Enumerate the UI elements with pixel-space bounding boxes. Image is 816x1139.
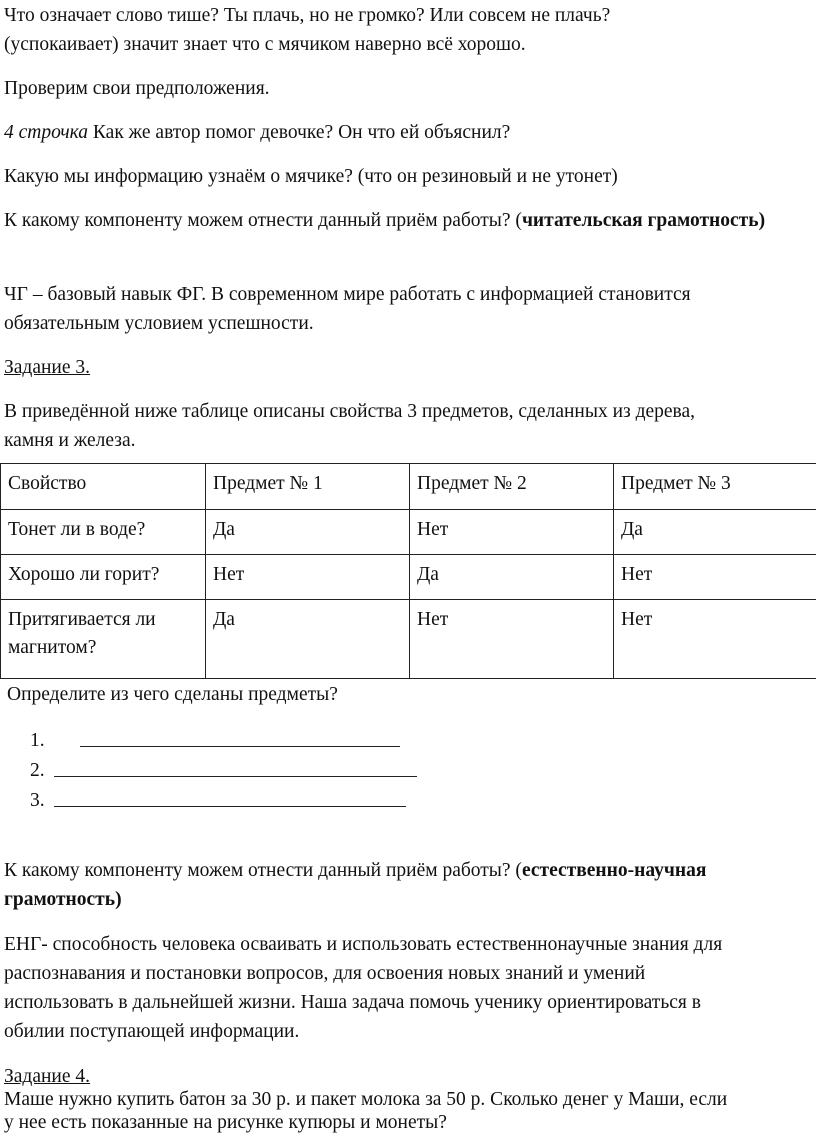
task-3-question: Определите из чего сделаны предметы? (7, 684, 338, 705)
intro-line-2: (успокаивает) значит знает что с мячиком наверно всё хорошо. (4, 34, 526, 55)
line-4-text: Как же автор помог девочке? Он что ей объяснил? (88, 122, 511, 143)
table-cell: Нет (410, 510, 614, 555)
answer-number: 1. (30, 730, 45, 751)
answer-line-3[interactable] (54, 806, 406, 807)
line-4-label: 4 строчка (4, 122, 89, 143)
component-question-2 (4, 856, 812, 885)
table-header-cell: Предмет № 3 (614, 464, 816, 510)
table-cell: Нет (206, 555, 410, 600)
task-4-line-1: Маше нужно купить батон за 30 р. и пакет молока за 50 р. Сколько денег у Маши, если (4, 1089, 728, 1110)
table-cell: Тонет ли в воде? (1, 510, 206, 555)
eng-line-3: использовать в дальнейшей жизни. Наша задача помочь ученику ориентироваться в (4, 992, 701, 1013)
chg-line-1: ЧГ – базовый навык ФГ. В современном мире работать с информацией становится (4, 284, 691, 305)
table-header-cell: Предмет № 1 (206, 464, 410, 510)
chg-line-2: обязательным условием успешности. (4, 313, 314, 334)
table-cell: Да (614, 510, 816, 555)
answer-line-1[interactable] (80, 746, 400, 747)
table-header-cell: Предмет № 2 (410, 464, 614, 510)
table-cell: Да (206, 600, 410, 679)
check-assumptions: Проверим свои предположения. (4, 78, 270, 99)
component-question-1-text: К какому компоненту можем отнести данный приём работы? ( (4, 210, 522, 231)
table-row (1, 555, 816, 600)
task-3-title (4, 353, 812, 382)
properties-table (0, 463, 816, 679)
table-cell: Да (410, 555, 614, 600)
intro-line-1: Что означает слово тише? Ты плачь, но не громко? Или совсем не плачь? (4, 5, 611, 26)
component-question-2-text: К какому компоненту можем отнести данный приём работы? ( (4, 860, 522, 881)
component-answer-2-part-1: естественно-научная (521, 860, 707, 881)
component-answer-2-part-2: грамотность) (4, 889, 122, 910)
eng-line-4: обилии поступающей информации. (4, 1021, 300, 1042)
answer-number: 2. (30, 760, 45, 781)
answer-line-2[interactable] (54, 776, 417, 777)
table-row (1, 510, 816, 555)
table-cell: Да (206, 510, 410, 555)
eng-line-2: распознавания и постановки вопросов, для освоения новых знаний и умений (4, 963, 646, 984)
task-3-desc-line-1: В приведённой ниже таблице описаны свойства 3 предметов, сделанных из дерева, (4, 401, 696, 422)
table-cell: Нет (410, 600, 614, 679)
table-row (1, 600, 816, 679)
table-cell: Нет (614, 600, 816, 679)
task-3-desc-line-2: камня и железа. (4, 430, 136, 451)
component-answer-2-line-2 (4, 885, 812, 914)
table-cell: Нет (614, 555, 816, 600)
answer-number: 3. (30, 790, 45, 811)
component-answer-1: читательская грамотность) (521, 210, 766, 231)
table-header-row (1, 464, 816, 510)
component-question-1 (4, 206, 812, 235)
table-cell: Хорошо ли горит? (1, 555, 206, 600)
table-header-cell: Свойство (1, 464, 206, 510)
line-4-paragraph (4, 118, 812, 147)
table-cell: Притягивается ли магнитом? (1, 600, 206, 679)
task-4-line-2: у нее есть показанные на рисунке купюры и монеты? (4, 1112, 447, 1133)
task-3-title-text: Задание 3. (4, 357, 91, 378)
eng-line-1: ЕНГ- способность человека осваивать и использовать естественнонаучные знания для (4, 934, 723, 955)
info-question: Какую мы информацию узнаём о мячике? (что он резиновый и не утонет) (4, 166, 618, 187)
task-4-title-text: Задание 4. (4, 1066, 91, 1087)
